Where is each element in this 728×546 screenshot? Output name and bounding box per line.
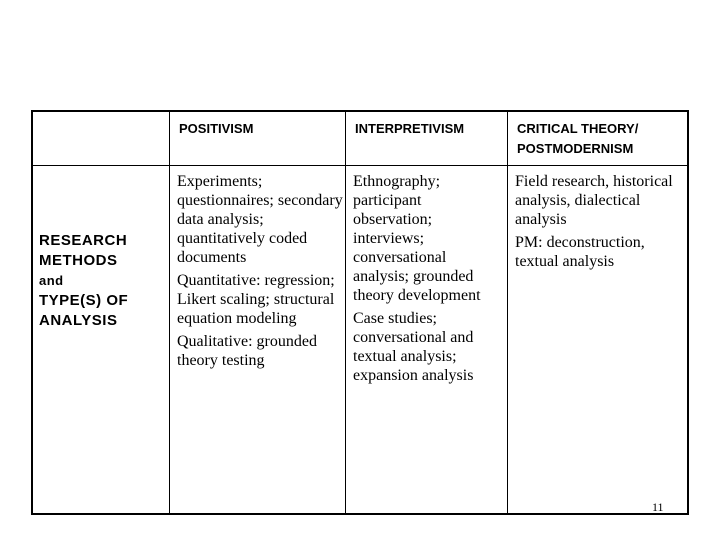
header-critical-line1: CRITICAL THEORY/ (517, 121, 639, 136)
row-label-line: TYPE(S) OF (39, 292, 129, 309)
row-label-line: ANALYSIS (39, 312, 118, 329)
positivism-methods (177, 172, 343, 374)
critical-paragraph: Field research, historical analysis, dialectical analysis (515, 173, 673, 228)
column-divider (507, 112, 508, 513)
header-critical-line2: POSTMODERNISM (517, 141, 634, 156)
interpretivism-paragraph: Case studies; conversational and textual analysis; expansion analysis (353, 310, 474, 384)
comparison-table (31, 110, 689, 515)
slide-number: 11 (652, 500, 664, 514)
row-label-line: and (39, 273, 64, 288)
critical-theory-methods (515, 172, 687, 275)
header-interpretivism: INTERPRETIVISM (355, 121, 465, 136)
row-label-line: RESEARCH (39, 232, 128, 249)
critical-paragraph: PM: deconstruction, textual analysis (515, 234, 645, 270)
interpretivism-methods (353, 172, 503, 389)
positivism-paragraph: Experiments; questionnaires; secondary data analysis; quantitatively coded documents (177, 173, 343, 266)
column-divider (169, 112, 170, 513)
header-critical-theory (517, 119, 687, 159)
positivism-paragraph: Qualitative: grounded theory testing (177, 333, 317, 369)
row-label (39, 231, 165, 331)
column-divider (345, 112, 346, 513)
header-divider (33, 165, 687, 166)
positivism-paragraph: Quantitative: regression; Likert scaling; structural equation modeling (177, 272, 335, 327)
header-positivism: POSITIVISM (179, 121, 254, 136)
row-label-line: METHODS (39, 252, 118, 269)
interpretivism-paragraph: Ethnography; participant observation; interviews; conversational analysis; grounded theory development (353, 173, 481, 304)
